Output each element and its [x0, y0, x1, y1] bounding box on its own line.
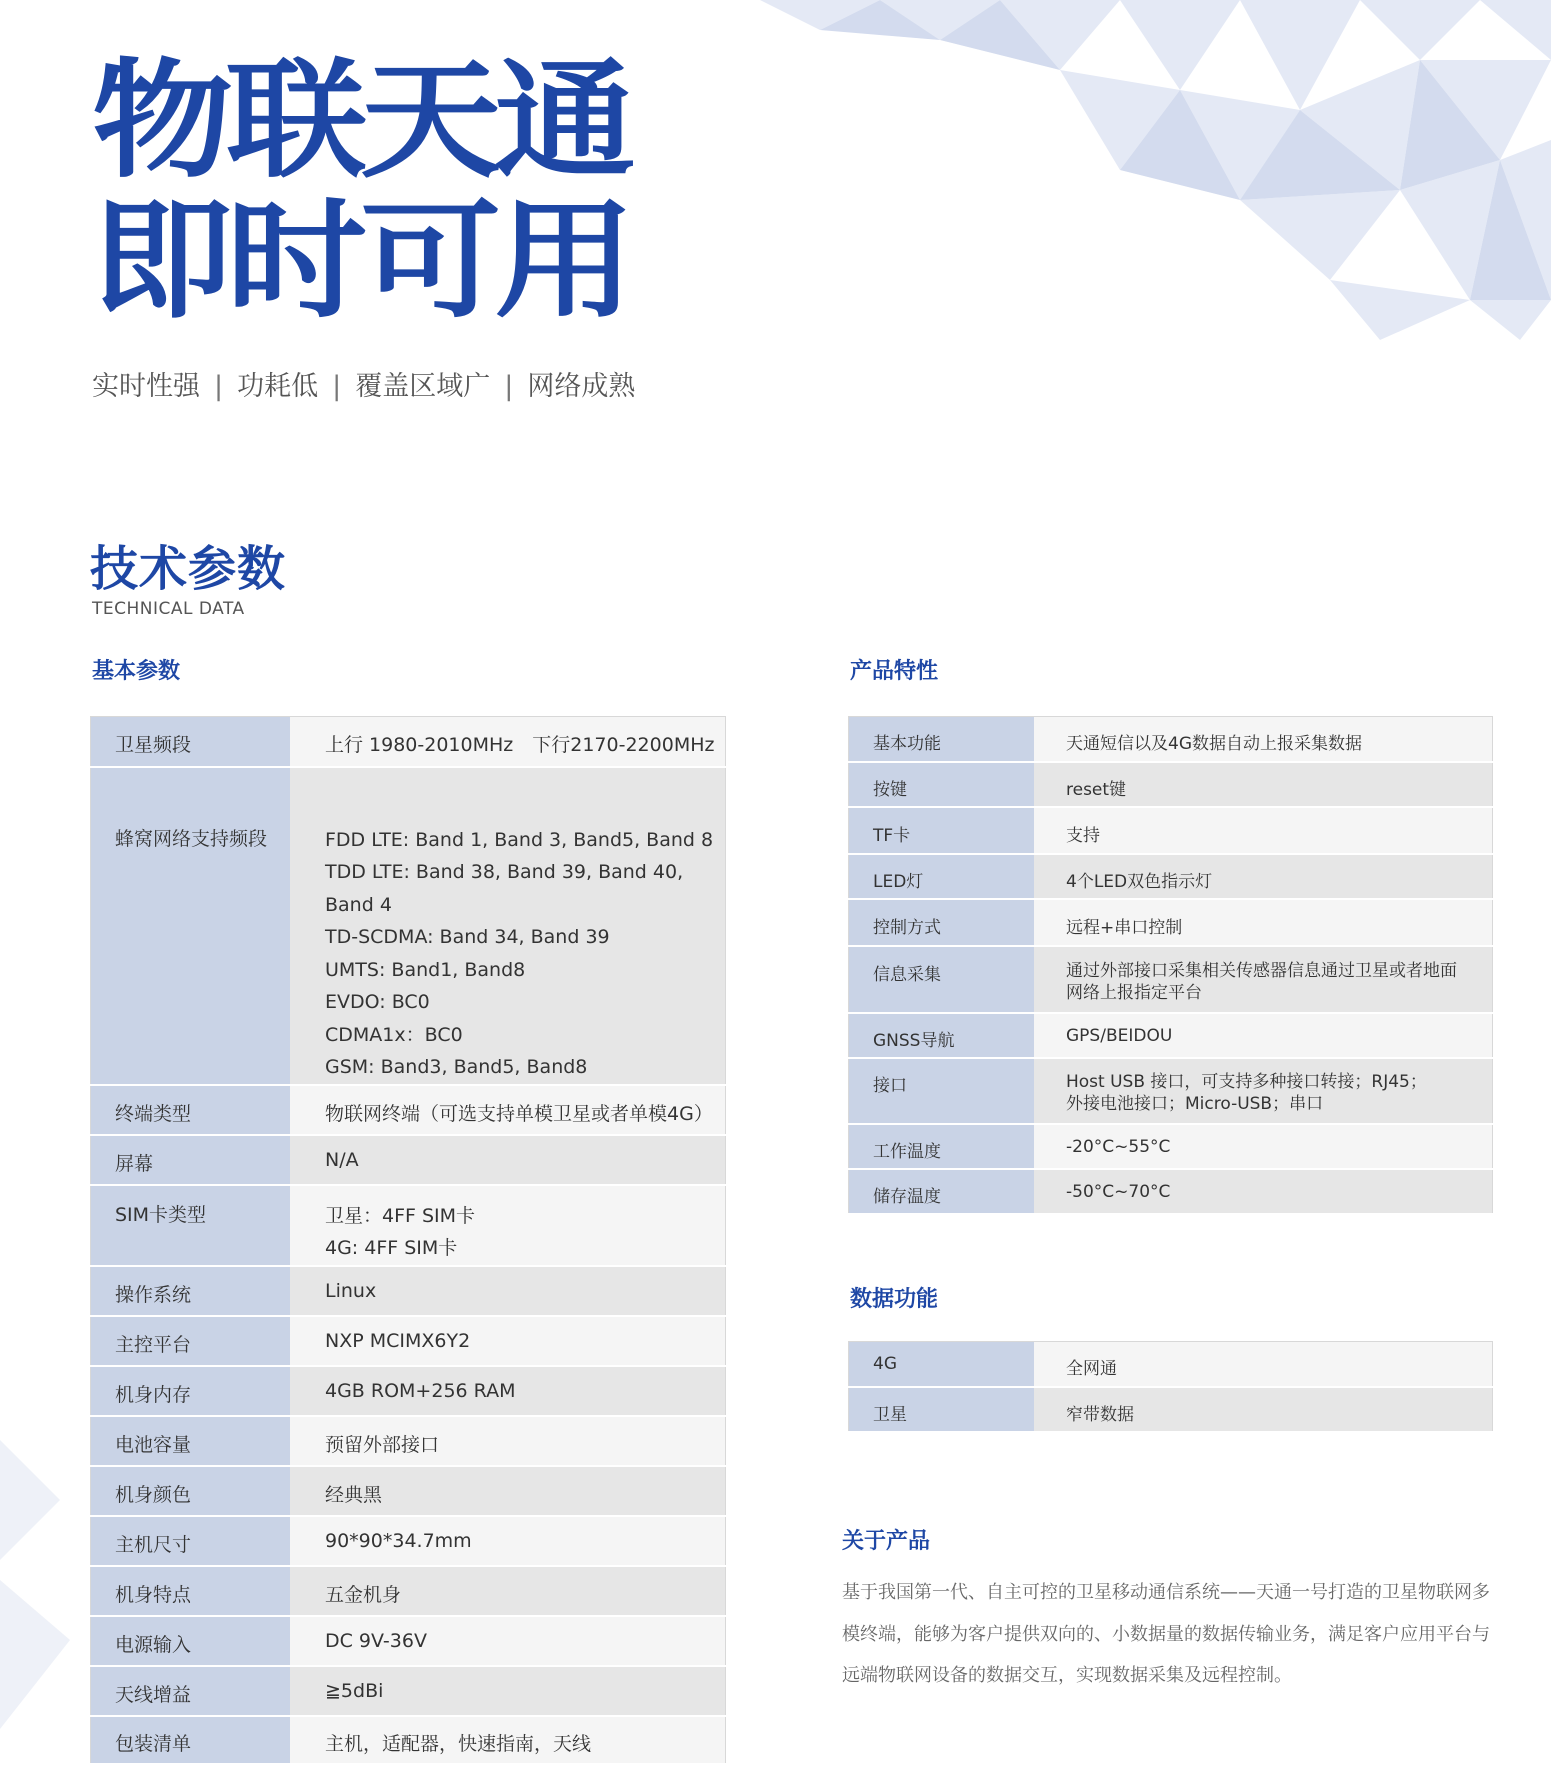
row-label: 控制方式	[849, 899, 1035, 946]
row-value-line: -50°C~70°C	[1066, 1181, 1171, 1202]
row-label: 电池容量	[91, 1416, 291, 1466]
table-row	[91, 717, 726, 767]
about-product-text: 基于我国第一代、自主可控的卫星移动通信系统——天通一号打造的卫星物联网多模终端，能够为客户提供双向的、小数据量的数据传输业务，满足客户应用平台与远端物联网设备的数据交互，实现数据采集及远程控制。	[842, 1582, 1490, 1686]
row-label: 屏幕	[91, 1135, 291, 1185]
row-value-line: 预留外部接口	[325, 1433, 440, 1456]
row-value-line: 支持	[1066, 825, 1100, 846]
row-label: 卫星	[849, 1387, 1035, 1432]
product-features-heading: 产品特性	[850, 659, 939, 684]
row-value	[1034, 946, 1493, 1013]
section-title: 技术参数	[90, 541, 287, 597]
table-row	[849, 1387, 1493, 1432]
row-value	[290, 1466, 726, 1516]
row-value	[1034, 1058, 1493, 1124]
row-value-line: 90*90*34.7mm	[325, 1529, 472, 1552]
row-value	[290, 1616, 726, 1666]
table-row	[91, 1716, 726, 1764]
table-row	[849, 1058, 1493, 1124]
row-label: 机身颜色	[91, 1466, 291, 1516]
row-value	[290, 1085, 726, 1135]
row-label: 机身特点	[91, 1566, 291, 1616]
row-value	[290, 717, 726, 767]
tag-item: 网络成熟	[527, 371, 636, 402]
row-value	[1034, 1387, 1493, 1432]
table-row	[91, 1416, 726, 1466]
tagline	[92, 364, 635, 403]
table-row	[849, 1013, 1493, 1058]
basic-params-heading: 基本参数	[92, 659, 181, 684]
tag-item: 功耗低	[237, 371, 319, 402]
row-value-line: 窄带数据	[1066, 1404, 1134, 1425]
tag-separator: |	[214, 371, 224, 402]
table-row	[91, 1185, 726, 1266]
row-value	[290, 1185, 726, 1266]
row-label: LED灯	[849, 854, 1035, 899]
row-value	[1034, 762, 1493, 807]
table-row	[849, 762, 1493, 807]
row-value-line: 4个LED双色指示灯	[1066, 871, 1213, 892]
row-value-line: 卫星：4FF SIM卡	[325, 1204, 476, 1227]
row-label: GNSS导航	[849, 1013, 1035, 1058]
table-row	[849, 854, 1493, 899]
row-value	[1034, 854, 1493, 899]
about-product-heading: 关于产品	[842, 1529, 931, 1554]
table-row	[91, 1266, 726, 1316]
row-value	[290, 1135, 726, 1185]
product-features-table	[848, 716, 1493, 1215]
table-row	[849, 946, 1493, 1013]
data-function-table	[848, 1341, 1493, 1433]
row-value	[1034, 1169, 1493, 1214]
row-label: 信息采集	[849, 946, 1035, 1013]
row-value-line: 全网通	[1066, 1359, 1117, 1379]
row-value	[1034, 1013, 1493, 1058]
row-value	[290, 1366, 726, 1416]
data-function-heading: 数据功能	[850, 1287, 939, 1312]
row-value	[1034, 717, 1493, 762]
row-value-line: 天通短信以及4G数据自动上报采集数据	[1066, 734, 1362, 754]
row-value-line: GSM: Band3, Band5, Band8	[325, 1056, 588, 1078]
row-value-line: 通过外部接口采集相关传感器信息通过卫星或者地面	[1066, 960, 1457, 981]
table-row	[849, 717, 1493, 762]
row-value	[1034, 807, 1493, 854]
row-label: 按键	[849, 762, 1035, 807]
row-label: 工作温度	[849, 1124, 1035, 1169]
row-label: SIM卡类型	[91, 1185, 291, 1266]
row-label: 主控平台	[91, 1316, 291, 1366]
table-row	[91, 1316, 726, 1366]
basic-params-table	[90, 716, 726, 1765]
table-row	[91, 1666, 726, 1716]
row-value-line: 4GB ROM+256 RAM	[325, 1379, 516, 1402]
row-label: 4G	[849, 1342, 1035, 1387]
row-label: 终端类型	[91, 1085, 291, 1135]
row-label: 接口	[849, 1058, 1035, 1124]
row-value	[290, 1666, 726, 1716]
tag-item: 实时性强	[92, 371, 200, 402]
tag-separator: |	[332, 371, 342, 402]
row-value-line: -20°C~55°C	[1066, 1136, 1171, 1157]
row-value-line: N/A	[325, 1148, 359, 1171]
row-value	[290, 1316, 726, 1366]
row-label: 机身内存	[91, 1366, 291, 1416]
row-value-line: 物联网终端（可选支持单模卫星或者单模4G）	[325, 1102, 713, 1125]
row-value-line: UMTS: Band1, Band8	[325, 958, 526, 981]
row-value	[290, 1516, 726, 1566]
row-value-line: 外接电池接口；Micro-USB；串口	[1066, 1093, 1324, 1114]
section-subtitle: TECHNICAL DATA	[92, 599, 245, 619]
table-row	[91, 1616, 726, 1666]
table-row	[91, 1366, 726, 1416]
hero-title-line2: 即时可用	[92, 187, 629, 336]
row-label: 包装清单	[91, 1716, 291, 1764]
table-row	[91, 1135, 726, 1185]
row-label: 电源输入	[91, 1616, 291, 1666]
row-value	[290, 1266, 726, 1316]
row-value	[1034, 1342, 1493, 1387]
row-value-line: NXP MCIMX6Y2	[325, 1329, 471, 1352]
row-label: 卫星频段	[91, 717, 291, 767]
row-value-line: 上行 1980-2010MHz 下行2170-2200MHz	[325, 734, 715, 756]
row-value	[290, 767, 726, 1085]
row-value	[1034, 899, 1493, 946]
row-value-line: reset键	[1066, 779, 1127, 800]
hero-title-line1: 物联天通	[92, 47, 629, 196]
row-value-line: 远程+串口控制	[1066, 917, 1183, 938]
row-value-line: 经典黑	[325, 1483, 383, 1506]
table-row	[91, 1466, 726, 1516]
tag-separator: |	[504, 371, 514, 402]
table-row	[849, 1342, 1493, 1387]
table-row	[849, 1169, 1493, 1214]
row-value-line: 五金机身	[325, 1583, 402, 1606]
row-label: 基本功能	[849, 717, 1035, 762]
row-value-line: TDD LTE: Band 38, Band 39, Band 40, Band 4	[325, 861, 684, 916]
row-label: 蜂窝网络支持频段	[91, 767, 291, 1085]
table-row	[91, 1516, 726, 1566]
table-row	[849, 1124, 1493, 1169]
row-value	[1034, 1124, 1493, 1169]
row-value-line: Linux	[325, 1279, 377, 1302]
row-label: 主机尺寸	[91, 1516, 291, 1566]
row-value-line: FDD LTE: Band 1, Band 3, Band5, Band 8	[325, 828, 714, 851]
table-row	[849, 899, 1493, 946]
row-value-line: 4G: 4FF SIM卡	[325, 1237, 458, 1259]
table-row	[849, 807, 1493, 854]
row-label: TF卡	[849, 807, 1035, 854]
row-value-line: Host USB 接口，可支持多种接口转接；RJ45；	[1066, 1071, 1427, 1092]
tag-item: 覆盖区域广	[355, 371, 491, 402]
row-label: 天线增益	[91, 1666, 291, 1716]
row-label: 操作系统	[91, 1266, 291, 1316]
table-row	[91, 767, 726, 1085]
row-value	[290, 1566, 726, 1616]
row-value-line: ≧5dBi	[325, 1679, 384, 1702]
row-value-line: DC 9V-36V	[325, 1629, 427, 1652]
row-value	[290, 1716, 726, 1764]
row-label: 储存温度	[849, 1169, 1035, 1214]
row-value-line: EVDO: BC0	[325, 991, 430, 1013]
row-value-line: GPS/BEIDOU	[1066, 1025, 1173, 1046]
table-row	[91, 1085, 726, 1135]
row-value-line: 网络上报指定平台	[1066, 982, 1202, 1003]
row-value-line: 主机，适配器，快速指南，天线	[325, 1732, 592, 1755]
row-value-line: TD-SCDMA: Band 34, Band 39	[325, 926, 610, 948]
row-value	[290, 1416, 726, 1466]
table-row	[91, 1566, 726, 1616]
hero-title	[92, 47, 629, 336]
row-value-line: CDMA1x：BC0	[325, 1023, 463, 1046]
